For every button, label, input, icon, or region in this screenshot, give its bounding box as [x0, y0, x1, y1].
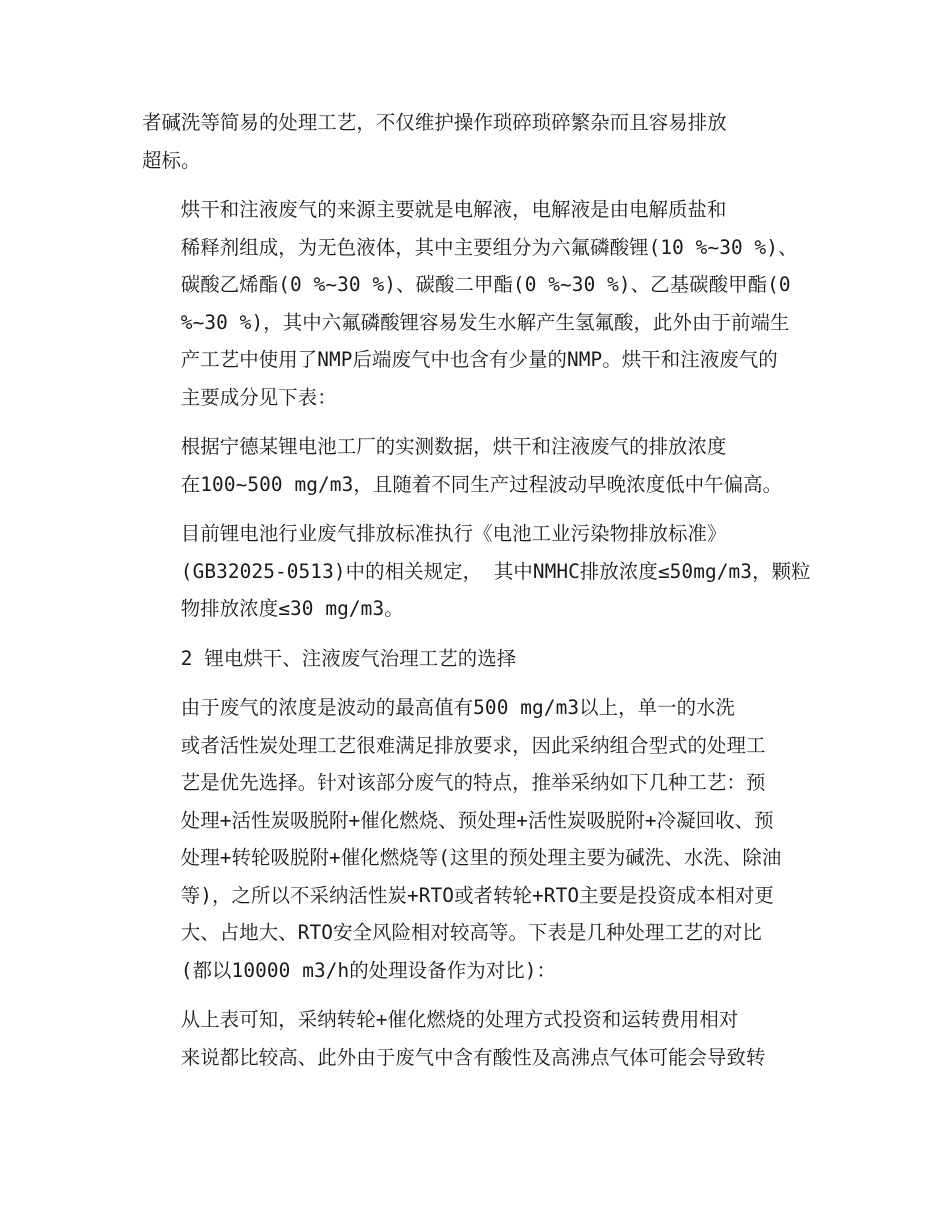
- document-body: [142, 104, 811, 1088]
- text-line: 大、占地大、RTO安全风险相对较高等。下表是几种处理工艺的对比: [180, 921, 762, 944]
- text-line: 来说都比较高、此外由于废气中含有酸性及高沸点气体可能会导致转: [180, 1045, 766, 1069]
- paragraph: [142, 104, 808, 179]
- text-line: 根据宁德某锂电池工厂的实测数据，烘干和注液废气的排放浓度: [180, 435, 727, 458]
- paragraph: [142, 428, 808, 503]
- paragraph: [142, 640, 808, 678]
- text-line: 或者活性炭处理工艺很难满足排放要求，因此采纳组合型式的处理工: [180, 733, 766, 757]
- text-line: (GB32025-0513)中的相关规定， 其中NMHC排放浓度≤50mg/m3，颗粒: [180, 559, 811, 583]
- text-line: 者碱洗等简易的处理工艺，不仅维护操作琐碎琐碎繁杂而且容易排放: [142, 111, 727, 134]
- text-line: 由于废气的浓度是波动的最高值有500 mg/m3以上，单一的水洗: [180, 696, 736, 719]
- paragraph: [142, 191, 808, 416]
- text-line: 等)，之所以不采纳活性炭+RTO或者转轮+RTO主要是投资成本相对更: [180, 883, 775, 907]
- text-line: 烘干和注液废气的来源主要就是电解液，电解液是由电解质盐和: [180, 198, 727, 221]
- text-line: 2 锂电烘干、注液废气治理工艺的选择: [180, 646, 517, 670]
- text-line: 目前锂电池行业废气排放标准执行《电池工业污染物排放标准》: [180, 522, 727, 545]
- paragraph: [142, 689, 808, 989]
- text-line: %~30 %)，其中六氟磷酸锂容易发生水解产生氢氟酸，此外由于前端生: [180, 310, 790, 334]
- paragraph: [142, 515, 811, 628]
- text-line: 主要成分见下表：: [180, 385, 337, 409]
- text-line: 处理+活性炭吸脱附+催化燃烧、预处理+活性炭吸脱附+冷凝回收、预: [180, 808, 774, 832]
- text-line: 产工艺中使用了NMP后端废气中也含有少量的NMP。烘干和注液废气的: [180, 348, 778, 371]
- text-line: 艺是优先选择。针对该部分废气的特点，推举采纳如下几种工艺：预: [180, 771, 766, 794]
- text-line: 从上表可知，采纳转轮+催化燃烧的处理方式投资和运转费用相对: [180, 1008, 739, 1031]
- text-line: 处理+转轮吸脱附+催化燃烧等(这里的预处理主要为碱洗、水洗、除油: [180, 846, 782, 869]
- text-line: 超标。: [142, 148, 201, 172]
- paragraph: [142, 1001, 808, 1076]
- text-line: 在100~500 mg/m3，且随着不同生产过程波动早晚浓度低中午偏高。: [180, 472, 783, 496]
- text-line: (都以10000 m3/h的处理设备作为对比)：: [180, 958, 556, 982]
- text-line: 碳酸乙烯酯(0 %~30 %)、碳酸二甲酯(0 %~30 %)、乙基碳酸甲酯(0: [180, 273, 791, 296]
- text-line: 稀释剂组成，为无色液体，其中主要组分为六氟磷酸锂(10 %~30 %)、: [180, 235, 798, 259]
- text-line: 物排放浓度≤30 mg/m3。: [180, 597, 404, 620]
